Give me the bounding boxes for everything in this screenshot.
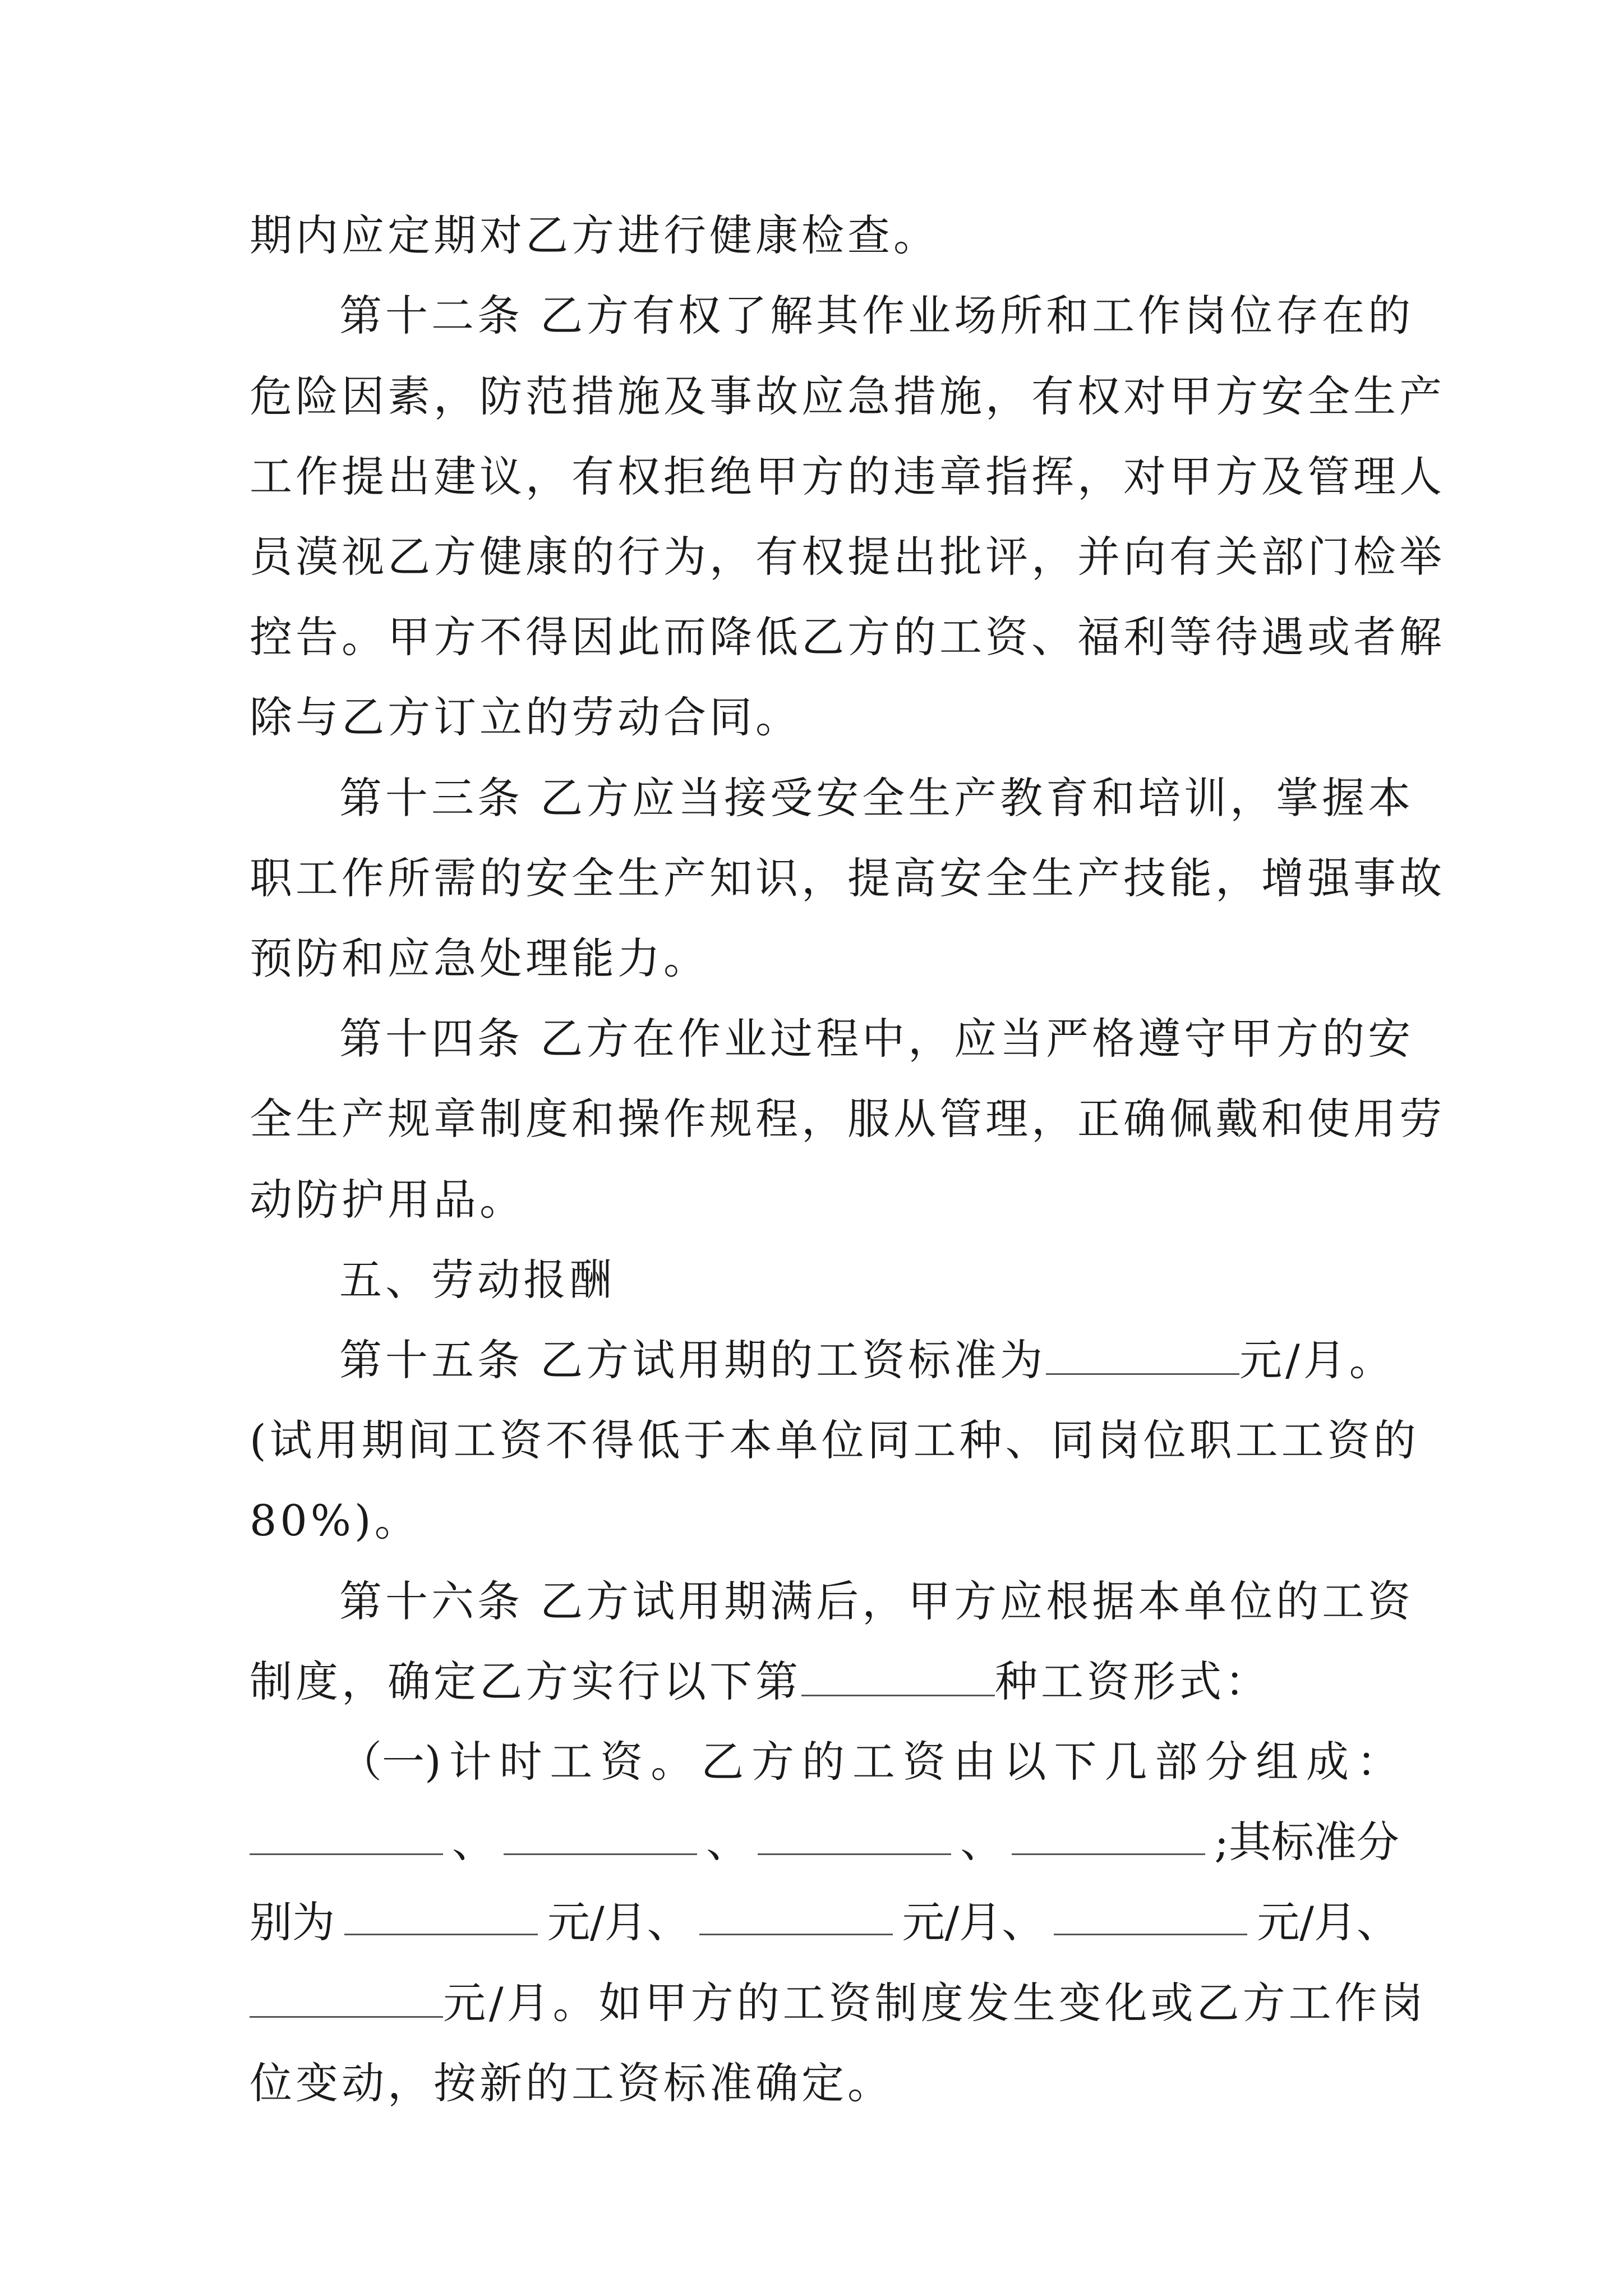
text-segment: 元/月、 bbox=[547, 1897, 690, 1947]
text-segment: （一) bbox=[339, 1737, 441, 1787]
text-line bbox=[250, 1975, 1427, 2031]
text-line: 全生产规章制度和操作规程，服从管理，正确佩戴和使用劳 bbox=[250, 1094, 1445, 1144]
text-line: 期内应定期对乙方进行健康检查。 bbox=[250, 210, 939, 260]
text-line: 工作提出建议，有权拒绝甲方的违章指挥，对甲方及管理人 bbox=[250, 452, 1445, 501]
fill-in-blank[interactable] bbox=[1012, 1814, 1205, 1855]
fill-in-blank[interactable] bbox=[1046, 1334, 1239, 1375]
text-segment: 、 bbox=[452, 1817, 495, 1867]
fill-in-blank[interactable] bbox=[344, 1894, 538, 1935]
text-line: 位变动，按新的工资标准确定。 bbox=[250, 2058, 893, 2108]
article-14-line: 第十四条 乙方在作业过程中，应当严格遵守甲方的安 bbox=[339, 1014, 1414, 1064]
text-segment: 计 bbox=[449, 1737, 492, 1787]
text-segment: 组 bbox=[1256, 1737, 1299, 1787]
text-line: 80%)。 bbox=[250, 1496, 421, 1545]
article-13-line: 第十三条 乙方应当接受安全生产教育和培训，掌握本 bbox=[339, 773, 1414, 823]
article-16-line: 第十六条 乙方试用期满后，甲方应根据本单位的工资 bbox=[339, 1576, 1414, 1626]
text-segment: 工 bbox=[852, 1737, 895, 1787]
fill-in-blank[interactable] bbox=[250, 1814, 443, 1855]
wage-components-line bbox=[250, 1814, 1399, 1870]
fill-in-blank[interactable] bbox=[758, 1814, 951, 1855]
text-segment: 方 bbox=[751, 1737, 794, 1787]
text-segment: 资 bbox=[600, 1737, 643, 1787]
text-line bbox=[250, 1654, 1399, 1710]
text-segment: 时 bbox=[499, 1737, 542, 1787]
text-segment: 种工资形式： bbox=[995, 1657, 1271, 1706]
article-15-line bbox=[339, 1332, 1399, 1388]
text-segment: 的 bbox=[801, 1737, 845, 1787]
text-segment: 元/月。如甲方的工资制度发生变化或乙方工作岗 bbox=[443, 1978, 1427, 2028]
fill-in-blank[interactable] bbox=[504, 1814, 697, 1855]
text-segment: 工 bbox=[550, 1737, 593, 1787]
section-heading: 五、劳动报酬 bbox=[339, 1255, 615, 1305]
fill-in-blank[interactable] bbox=[699, 1894, 893, 1935]
text-segment: 第十五条 乙方试用期的工资标准为 bbox=[339, 1335, 1046, 1385]
text-segment: ;其标准分 bbox=[1214, 1817, 1399, 1867]
text-segment: 成 bbox=[1306, 1737, 1349, 1787]
article-12-line: 第十二条 乙方有权了解其作业场所和工作岗位存在的 bbox=[339, 291, 1414, 341]
text-segment: 乙 bbox=[701, 1737, 744, 1787]
text-line: 动防护用品。 bbox=[250, 1175, 525, 1225]
text-segment: 、 bbox=[706, 1817, 749, 1867]
text-segment: 分 bbox=[1205, 1737, 1248, 1787]
text-segment: 由 bbox=[953, 1737, 996, 1787]
text-line: (试用期间工资不得低于本单位同工种、同岗位职工工资的 bbox=[250, 1415, 1419, 1465]
text-segment: 元/月、 bbox=[1257, 1897, 1399, 1947]
text-line: 预防和应急处理能力。 bbox=[250, 933, 709, 983]
hourly-wage-line bbox=[339, 1734, 1399, 1790]
text-line: 危险因素，防范措施及事故应急措施，有权对甲方安全生产 bbox=[250, 371, 1445, 421]
text-segment: 几 bbox=[1104, 1737, 1147, 1787]
text-segment: 以 bbox=[1003, 1737, 1046, 1787]
fill-in-blank[interactable] bbox=[1054, 1894, 1247, 1935]
text-segment: 下 bbox=[1054, 1737, 1097, 1787]
text-line: 除与乙方订立的劳动合同。 bbox=[250, 692, 801, 742]
text-segment: 元/月。 bbox=[1239, 1335, 1395, 1385]
text-line: 控告。甲方不得因此而降低乙方的工资、福利等待遇或者解 bbox=[250, 612, 1445, 662]
text-segment: 、 bbox=[960, 1817, 1003, 1867]
text-segment: 资 bbox=[902, 1737, 946, 1787]
text-segment: 别为 bbox=[250, 1897, 335, 1947]
text-segment: 制度，确定乙方实行以下第 bbox=[250, 1657, 801, 1706]
text-segment: 部 bbox=[1155, 1737, 1198, 1787]
text-segment: 。 bbox=[651, 1737, 694, 1787]
text-line: 职工作所需的安全生产知识，提高安全生产技能，增强事故 bbox=[250, 853, 1445, 903]
text-segment: 元/月、 bbox=[902, 1897, 1045, 1947]
fill-in-blank[interactable] bbox=[250, 1977, 443, 2018]
wage-standard-line bbox=[250, 1894, 1399, 1950]
text-line: 员漠视乙方健康的行为，有权提出批评，并向有关部门检举 bbox=[250, 532, 1445, 582]
fill-in-blank[interactable] bbox=[801, 1655, 995, 1696]
text-segment: ： bbox=[1356, 1737, 1399, 1787]
